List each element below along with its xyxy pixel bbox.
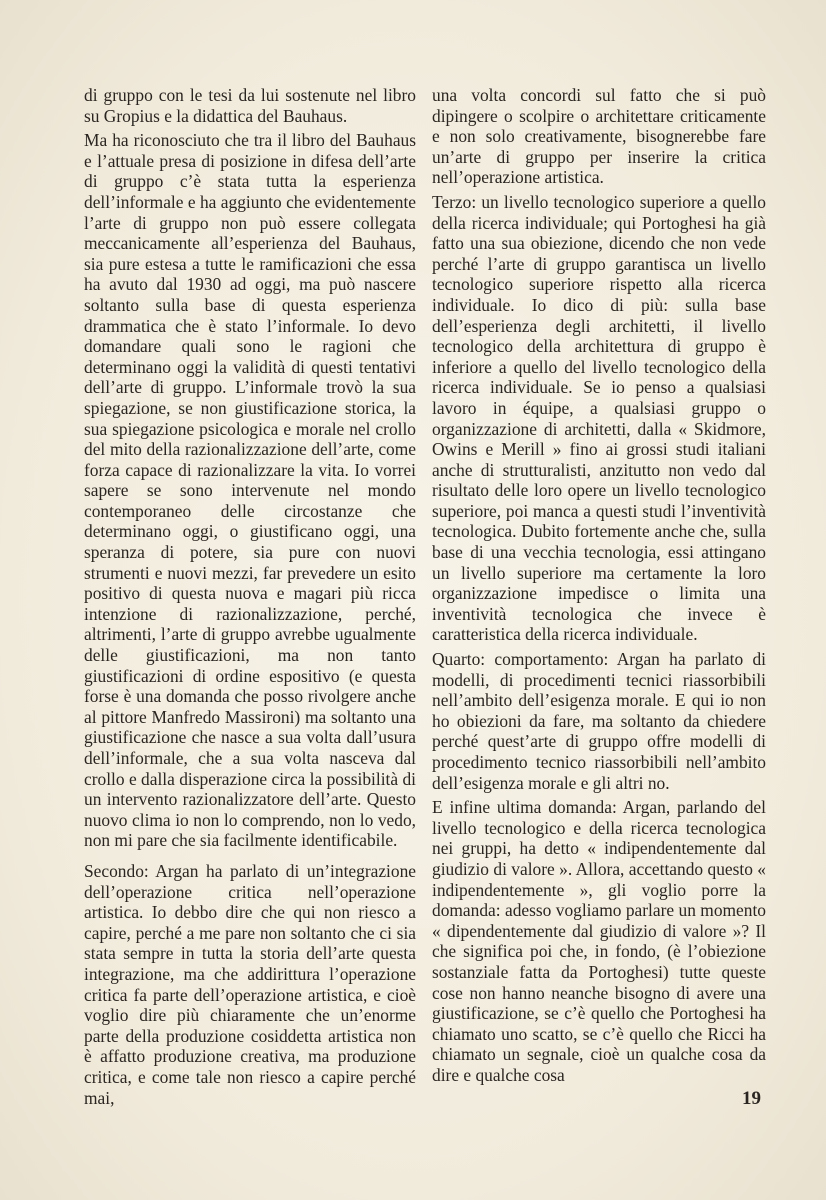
right-paragraph-1: una volta concordi sul fatto che si può dipingere o scolpire o architettare criticamente e non solo creativamente, bisognerebbe fare un’arte di gruppo per inserire la critica nell’operazione artistica. — [432, 85, 766, 188]
left-column — [84, 85, 416, 1112]
right-column — [432, 85, 766, 1090]
left-paragraph-2: Ma ha riconosciuto che tra il libro del Bauhaus e l’attuale presa di posizione in difesa dell’arte di gruppo c’è stata tutta la esperienza dell’informale e ha aggiunto che evidentemente l’arte di gruppo non può essere collegata meccanicamente all’esperienza del Bauhaus, sia pure estesa a tutte le ramificazioni che essa ha avuto dal 1930 ad oggi, ma può nascere soltanto sulla base di questa esperienza drammatica che è stato l’informale. Io devo domandare quali sono le ragioni che determinano oggi la validità di questi tentativi dell’arte di gruppo. L’informale trovò la sua spiegazione, se non giustificazione storica, la sua spiegazione psicologica e morale nel crollo del mito della razionalizzazione dell’arte, come forza capace di razionalizzare la vita. Io vorrei sapere se sono intervenute nel mondo contemporaneo delle circostanze che determinano oggi, o giustificano oggi, una speranza di potere, sia pure con nuovi strumenti e nuovi mezzi, far prevedere un esito positivo di questa nuova e magari più ricca intenzione di razionalizzazione, perché, altrimenti, l’arte di gruppo avrebbe ugualmente delle giustificazioni, ma non tanto giustificazioni di ordine espositivo (e questa forse è una domanda che posso rivolgere anche al pittore Manfredo Massironi) ma soltanto una giustificazione che nasce a sua volta dall’usura dell’informale, che a sua volta nasceva dal crollo e dalla disperazione circa la possibilità di un intervento razionalizzatore dell’arte. Questo nuovo clima io non lo comprendo, non lo vedo, non mi pare che sia facilmente identificabile. — [84, 130, 416, 851]
right-paragraph-2: Terzo: un livello tecnologico superiore a quello della ricerca individuale; qui Portoghesi ha già fatto una sua obiezione, dicendo che non vede perché l’arte di gruppo garantisca un livello tecnologico superiore rispetto alla ricerca individuale. Io dico di più: sulla base dell’esperienza degli architetti, il livello tecnologico della architettura di gruppo è inferiore a quello del livello tecnologico della ricerca individuale. Se io penso a qualsiasi lavoro in équipe, a qualsiasi gruppo o organizzazione di architetti, dalla « Skidmore, Owins e Merill » fino ai grossi studi italiani anche di strutturalisti, anzitutto non vedo dal risultato delle loro opere un livello tecnologico superiore, poi manca a questi studi l’inventività tecnologica. Dubito fortemente anche che, sulla base di una vecchia tecnologia, essi attingano un livello superiore ma certamente la loro organizzazione impedisce o limita una inventività tecnologica che invece è caratteristica della ricerca individuale. — [432, 191, 766, 645]
right-paragraph-4: E infine ultima domanda: Argan, parlando del livello tecnologico e della ricerca tecnologica nei gruppi, ha detto « indipendentemente dal giudizio di valore ». Allora, accettando questo « indipendentemente », gli voglio porre la domanda: adesso vogliamo parlare un momento « dipendentemente dal giudizio di valore »? Il che significa poi che, in fondo, (è l’obiezione sostanziale fatta da Portoghesi) tutte queste cose non hanno neanche bisogno di avere una giustificazione, se c’è quello che Portoghesi ha chiamato uno scatto, se c’è quello che Ricci ha chiamato un segnale, cioè un qualche cosa da dire e qualche cosa — [432, 797, 766, 1085]
left-paragraph-1: di gruppo con le tesi da lui sostenute nel libro su Gropius e la didattica del Bauhaus. — [84, 85, 416, 126]
left-paragraph-3: Secondo: Argan ha parlato di un’integrazione dell’operazione critica nell’operazione artistica. Io debbo dire che qui non riesco a capire, perché a me pare non soltanto che ci sia stata sempre in tutta la storia dell’arte questa integrazione, ma che addirittura l’operazione critica fa parte dell’operazione artistica, e cioè voglio dire più chiaramente che un’enorme parte della produzione cosiddetta artistica non è affatto produzione creativa, ma produzione critica, e come tale non riesco a capire perché mai, — [84, 860, 416, 1108]
right-paragraph-3: Quarto: comportamento: Argan ha parlato di modelli, di procedimenti tecnici riassorbibili nell’ambito dell’esigenza morale. E qui io non ho obiezioni da fare, ma soltanto da chiedere perché quest’arte di gruppo offre modelli di procedimento tecnico riassorbibili nell’ambito dell’esigenza morale e gli altri no. — [432, 649, 766, 793]
page-number: 19 — [742, 1088, 761, 1109]
